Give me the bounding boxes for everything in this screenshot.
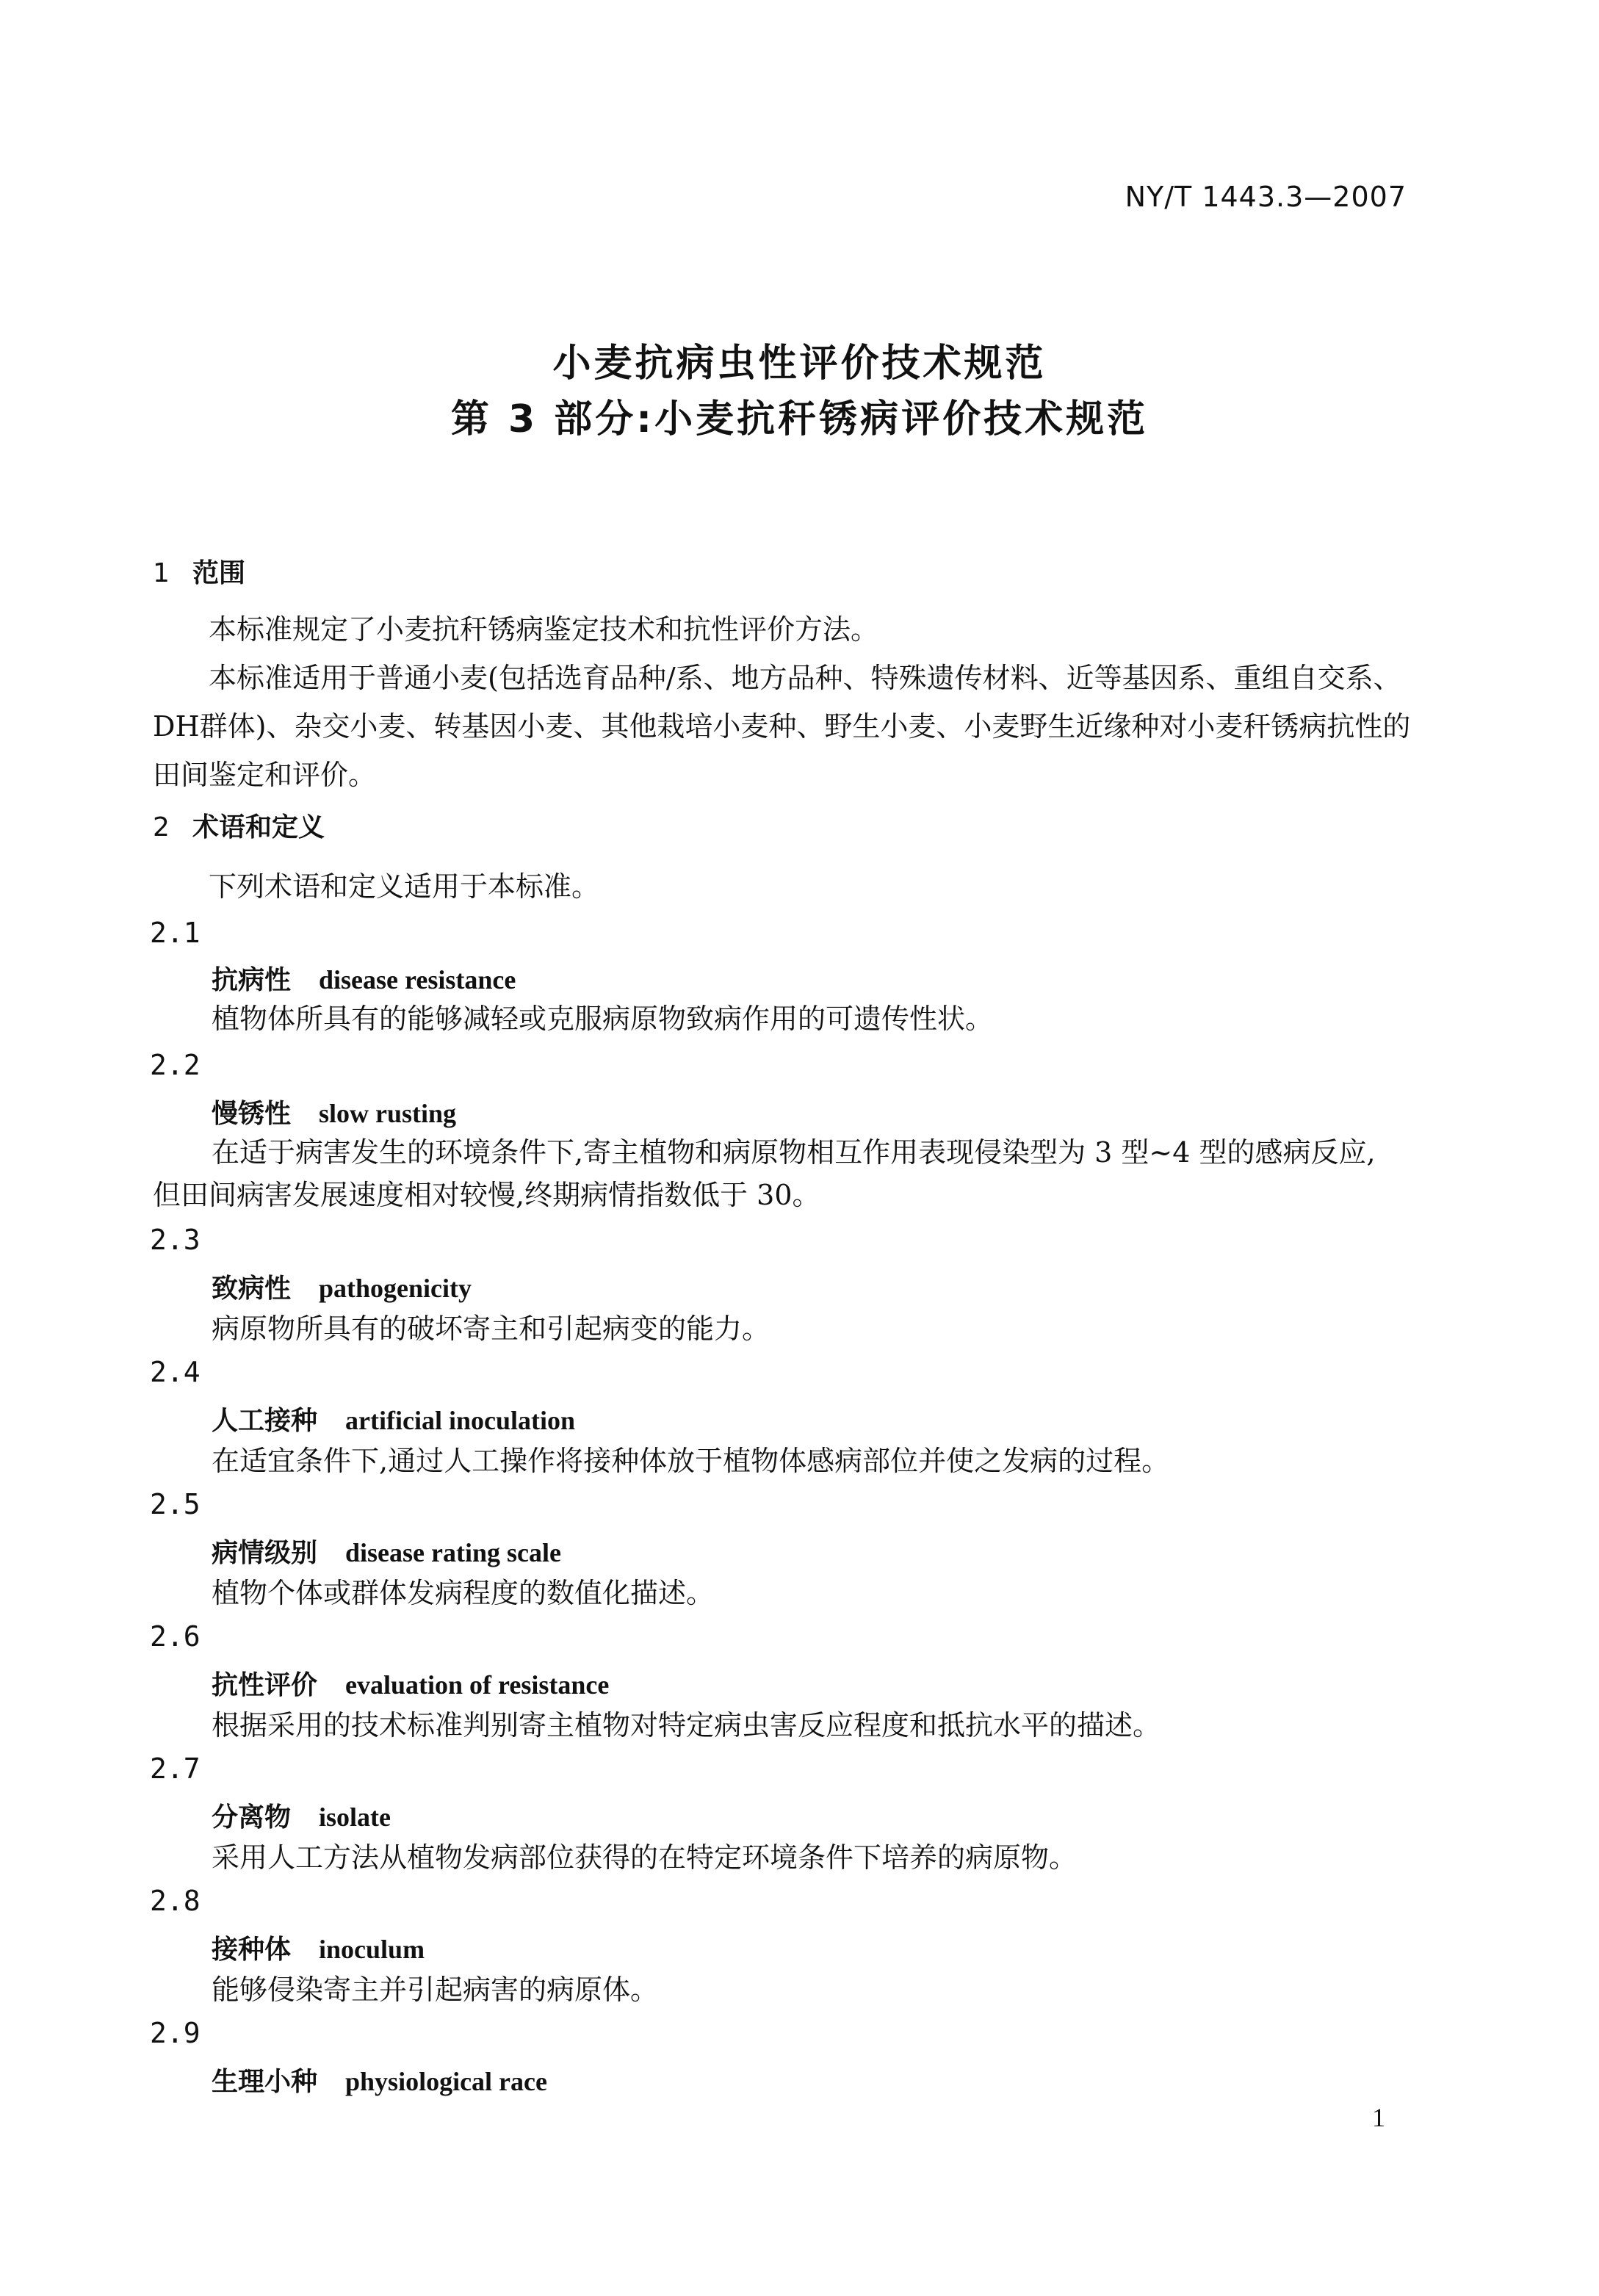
term-number: 2.3: [150, 1224, 201, 1256]
term-number: 2.4: [150, 1356, 201, 1388]
term-heading: 抗病性 disease resistance: [212, 965, 516, 995]
term-number: 2.5: [150, 1488, 201, 1520]
term-number: 2.6: [150, 1620, 201, 1653]
term-definition: 在适于病害发生的环境条件下,寄主植物和病原物相互作用表现侵染型为 3 型~4 型的感病反应,: [212, 1136, 1376, 1169]
term-definition: 采用人工方法从植物发病部位获得的在特定环境条件下培养的病原物。: [212, 1841, 1078, 1874]
term-heading: 致病性 pathogenicity: [212, 1274, 472, 1304]
term-definition-continued: 但田间病害发展速度相对较慢,终期病情指数低于 30。: [153, 1179, 820, 1211]
section-number: 2: [153, 812, 170, 842]
paragraph: 下列术语和定义适用于本标准。: [209, 870, 600, 903]
term-number: 2.2: [150, 1049, 201, 1081]
term-heading: 慢锈性 slow rusting: [212, 1099, 457, 1129]
term-heading: 人工接种 artificial inoculation: [212, 1406, 575, 1436]
term-definition: 植物体所具有的能够减轻或克服病原物致病作用的可遗传性状。: [212, 1003, 994, 1035]
section-heading-scope: [153, 552, 245, 590]
term-heading: 抗性评价 evaluation of resistance: [212, 1670, 610, 1700]
document-subtitle: 第 3 部分:小麦抗秆锈病评价技术规范: [450, 397, 1149, 441]
standard-id: NY/T 1443.3—2007: [1125, 181, 1407, 213]
term-number: 2.7: [150, 1752, 201, 1785]
term-definition: 在适宜条件下,通过人工操作将接种体放于植物体感病部位并使之发病的过程。: [212, 1445, 1170, 1477]
term-number: 2.1: [150, 917, 201, 949]
term-heading: 分离物 isolate: [212, 1802, 391, 1833]
term-heading: 病情级别 disease rating scale: [212, 1538, 561, 1568]
section-number: 1: [153, 558, 170, 588]
term-heading: 生理小种 physiological race: [212, 2067, 547, 2097]
term-definition: 根据采用的技术标准判别寄主植物对特定病虫害反应程度和抵抗水平的描述。: [212, 1709, 1161, 1741]
term-number: 2.8: [150, 1885, 201, 1917]
term-definition: 病原物所具有的破坏寄主和引起病变的能力。: [212, 1313, 770, 1345]
term-heading: 接种体 inoculum: [212, 1935, 425, 1965]
section-title: 术语和定义: [192, 812, 325, 842]
term-definition: 能够侵染寄主并引起病害的病原体。: [212, 1974, 659, 2006]
page-number: 1: [1372, 2103, 1385, 2132]
term-definition: 植物个体或群体发病程度的数值化描述。: [212, 1577, 715, 1609]
paragraph: 本标准适用于普通小麦(包括选育品种/系、地方品种、特殊遗传材料、近等基因系、重组自交系、DH群体)、杂交小麦、转基因小麦、其他栽培小麦种、野生小麦、小麦野生近缘种对小麦秆锈病抗性的田间鉴定和评价。: [153, 662, 1411, 791]
document-title: 小麦抗病虫性评价技术规范: [552, 342, 1047, 386]
paragraph: 本标准规定了小麦抗秆锈病鉴定技术和抗性评价方法。: [209, 613, 879, 646]
term-number: 2.9: [150, 2017, 201, 2049]
section-heading-terms: [153, 806, 325, 844]
section-title: 范围: [192, 558, 246, 588]
